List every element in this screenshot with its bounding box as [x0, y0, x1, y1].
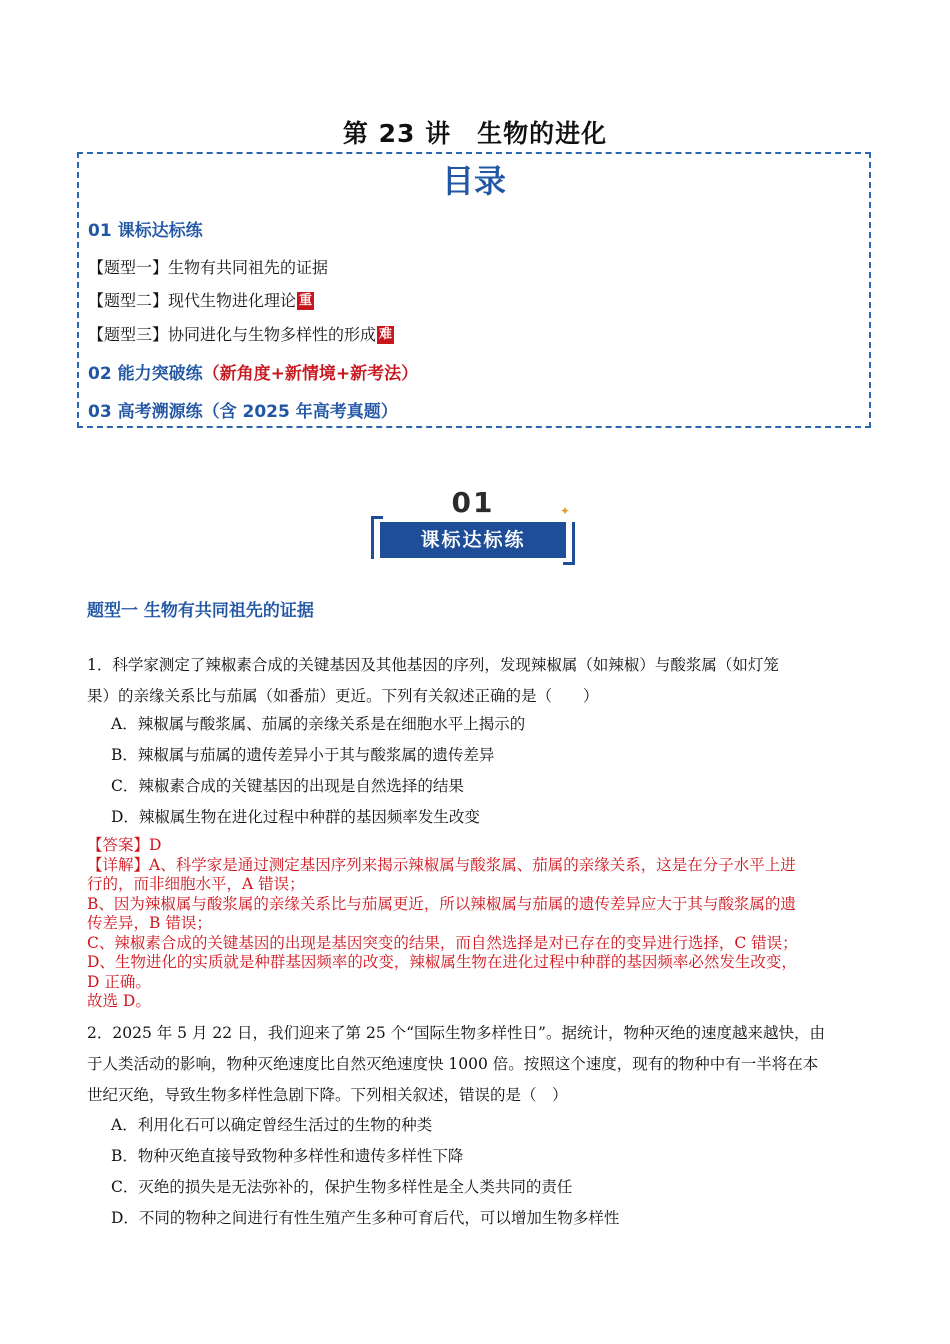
toc-item-type3[interactable] — [88, 322, 394, 345]
question-1-option-d: D．辣椒属生物在进化过程中种群的基因频率发生改变 — [111, 808, 480, 826]
toc-item-text: 【题型一】生物有共同祖先的证据 — [88, 258, 329, 277]
question-2-option-d: D．不同的物种之间进行有性生殖产生多种可育后代，可以增加生物多样性 — [111, 1209, 620, 1227]
key-point-tag: 重 — [299, 293, 313, 308]
toc-item-text: 【题型二】现代生物进化理论 — [88, 291, 297, 310]
answer-line: B、因为辣椒属与酸浆属的亲缘关系比与茄属更近，所以辣椒属与茄属的遗传差异应大于其与酸浆属的遗 — [87, 894, 796, 913]
toc-section-1[interactable]: 01 课标达标练 — [88, 221, 203, 241]
toc-heading: 目录 — [441, 162, 506, 200]
question-2-option-b: B．物种灭绝直接导致物种多样性和遗传多样性下降 — [111, 1147, 464, 1165]
difficult-tag: 难 — [379, 327, 393, 342]
badge-number: 01 — [451, 486, 495, 519]
toc-section-3[interactable]: 03 高考溯源练（含 2025 年高考真题） — [88, 402, 398, 422]
section-badge — [366, 486, 580, 570]
sparkle-icon: ✦ — [560, 504, 571, 518]
question-line: 世纪灭绝，导致生物多样性急剧下降。下列相关叙述，错误的是（ ） — [87, 1086, 568, 1104]
answer-line: D、生物进化的实质就是种群基因频率的改变，辣椒属生物在进化过程中种群的基因频率必然发生改变， — [87, 953, 797, 971]
toc-item-type1[interactable] — [88, 255, 328, 278]
question-line: 果）的亲缘关系比与茄属（如番茄）更近。下列有关叙述正确的是（ ） — [87, 687, 599, 705]
answer-line: 行的，而非细胞水平，A 错误； — [87, 875, 305, 893]
question-2-option-c: C．灭绝的损失是无法弥补的，保护生物多样性是全人类共同的责任 — [111, 1178, 573, 1196]
question-1-option-b: B．辣椒属与茄属的遗传差异小于其与酸浆属的遗传差异 — [111, 746, 495, 764]
question-2-option-a: A．利用化石可以确定曾经生活过的生物的种类 — [111, 1116, 433, 1134]
type1-heading: 题型一 生物有共同祖先的证据 — [87, 601, 314, 621]
toc-section-2-label: 02 能力突破练 — [88, 364, 203, 384]
question-2-stem — [87, 1018, 867, 1111]
question-1-option-a: A．辣椒属与酸浆属、茄属的亲缘关系是在细胞水平上揭示的 — [111, 715, 526, 733]
toc-item-text: 【题型三】协同进化与生物多样性的形成 — [88, 325, 377, 344]
question-1-stem — [87, 650, 867, 712]
question-1-option-c: C．辣椒素合成的关键基因的出现是自然选择的结果 — [111, 777, 464, 795]
toc-section-2-note: （新角度+新情境+新考法） — [202, 364, 419, 384]
answer-line: 【答案】D — [87, 836, 162, 854]
question-line: 1．科学家测定了辣椒素合成的关键基因及其他基因的序列，发现辣椒属（如辣椒）与酸浆属（如灯笼 — [87, 656, 779, 674]
table-of-contents — [77, 152, 871, 428]
answer-line: C、辣椒素合成的关键基因的出现是基因突变的结果，而自然选择是对已存在的变异进行选择，C 错误； — [87, 933, 798, 952]
toc-section-2[interactable] — [88, 359, 418, 384]
answer-line: 【详解】A、科学家是通过测定基因序列来揭示辣椒属与酸浆属、茄属的亲缘关系，这是在分子水平上进 — [87, 855, 796, 874]
answer-line: D 正确。 — [87, 972, 151, 991]
question-1-answer — [87, 836, 877, 1012]
answer-line: 传差异，B 错误； — [87, 914, 212, 932]
toc-item-type2[interactable] — [88, 288, 314, 311]
answer-line: 故选 D。 — [87, 992, 151, 1010]
lecture-title: 第 23 讲 生物的进化 — [342, 119, 608, 148]
badge-label: 课标达标练 — [380, 522, 566, 558]
question-line: 2．2025 年 5 月 22 日，我们迎来了第 25 个“国际生物多样性日”。据统计，物种灭绝的速度越来越快，由 — [87, 1024, 825, 1042]
question-line: 于人类活动的影响，物种灭绝速度比自然灭绝速度快 1000 倍。按照这个速度，现有的物种中有一半将在本 — [87, 1055, 819, 1073]
